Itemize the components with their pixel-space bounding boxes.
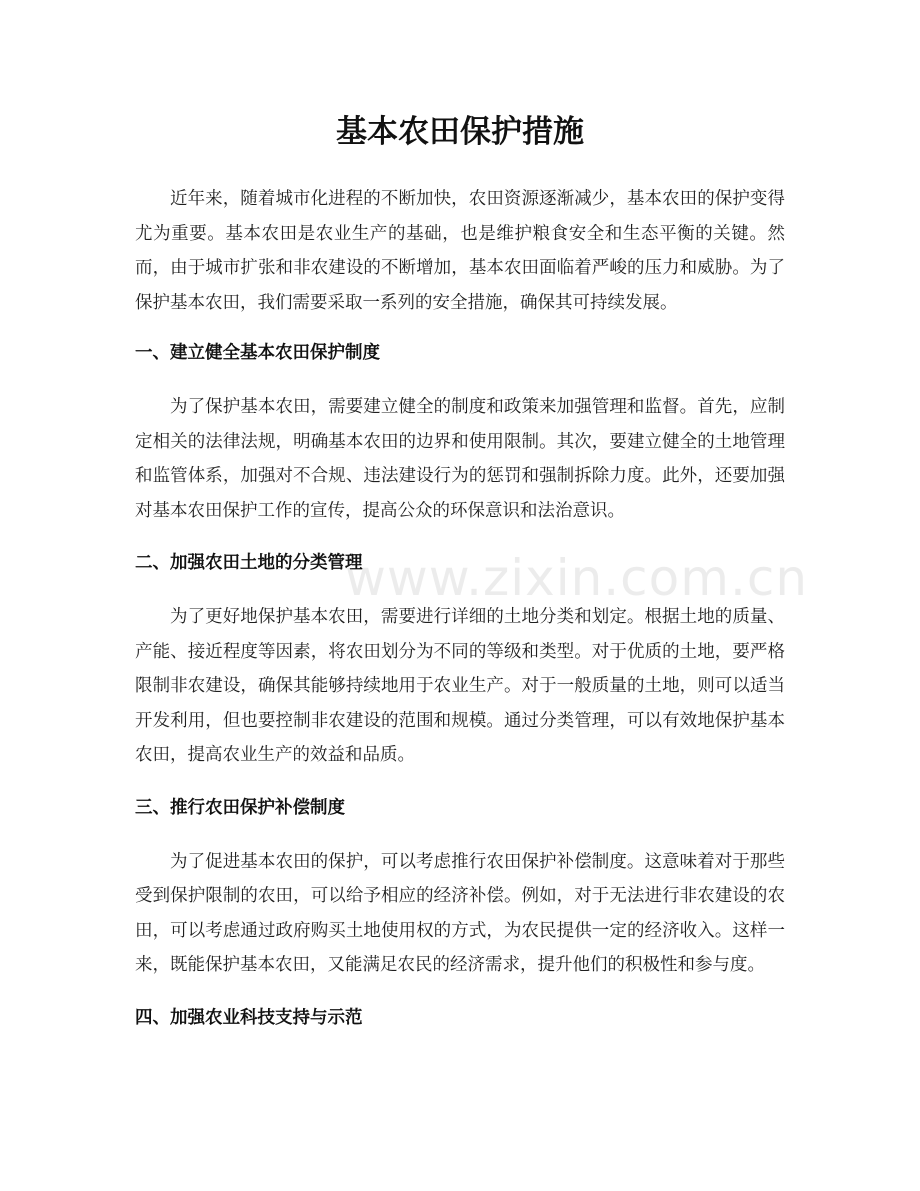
section-4-heading: 四、加强农业科技支持与示范 bbox=[135, 1007, 363, 1028]
section-2-paragraph: 为了更好地保护基本农田，需要进行详细的土地分类和划定。根据土地的质量、产能、接近程度等因素，将农田划分为不同的等级和类型。对于优质的土地，要严格限制非农建设，确保其能够持续地用于农业生产。对于一般质量的土地，则可以适当开发利用，但也要控制非农建设的范围和规模。通过分类管理，可以有效地保护基本农田，提高农业生产的效益和品质。 bbox=[135, 607, 785, 765]
document-body bbox=[135, 182, 785, 1033]
section-2-heading: 二、加强农田土地的分类管理 bbox=[135, 553, 363, 573]
section-1-heading: 一、建立健全基本农田保护制度 bbox=[135, 343, 380, 363]
section-3-paragraph: 为了促进基本农田的保护，可以考虑推行农田保护补偿制度。这意味着对于那些受到保护限制的农田，可以给予相应的经济补偿。例如，对于无法进行非农建设的农田，可以考虑通过政府购买土地使用权的方式，为农民提供一定的经济收入。这样一来，既能保护基本农田，又能满足农民的经济需求，提升他们的积极性和参与度。 bbox=[135, 851, 785, 975]
section-1-paragraph: 为了保护基本农田，需要建立健全的制度和政策来加强管理和监督。首先，应制定相关的法律法规，明确基本农田的边界和使用限制。其次，要建立健全的土地管理和监管体系，加强对不合规、违法建设行为的惩罚和强制拆除力度。此外，还要加强对基本农田保护工作的宣传，提高公众的环保意识和法治意识。 bbox=[135, 397, 785, 521]
section-3-heading: 三、推行农田保护补偿制度 bbox=[135, 797, 345, 818]
watermark: www.zixin.com.cn bbox=[345, 549, 809, 607]
intro-paragraph: 近年来，随着城市化进程的不断加快，农田资源逐渐减少，基本农田的保护变得尤为重要。基本农田是农业生产的基础，也是维护粮食安全和生态平衡的关键。然而，由于城市扩张和非农建设的不断增加，基本农田面临着严峻的压力和威胁。为了保护基本农田，我们需要采取一系列的安全措施，确保其可持续发展。 bbox=[135, 189, 785, 313]
document-title: 基本农田保护措施 bbox=[336, 114, 584, 150]
